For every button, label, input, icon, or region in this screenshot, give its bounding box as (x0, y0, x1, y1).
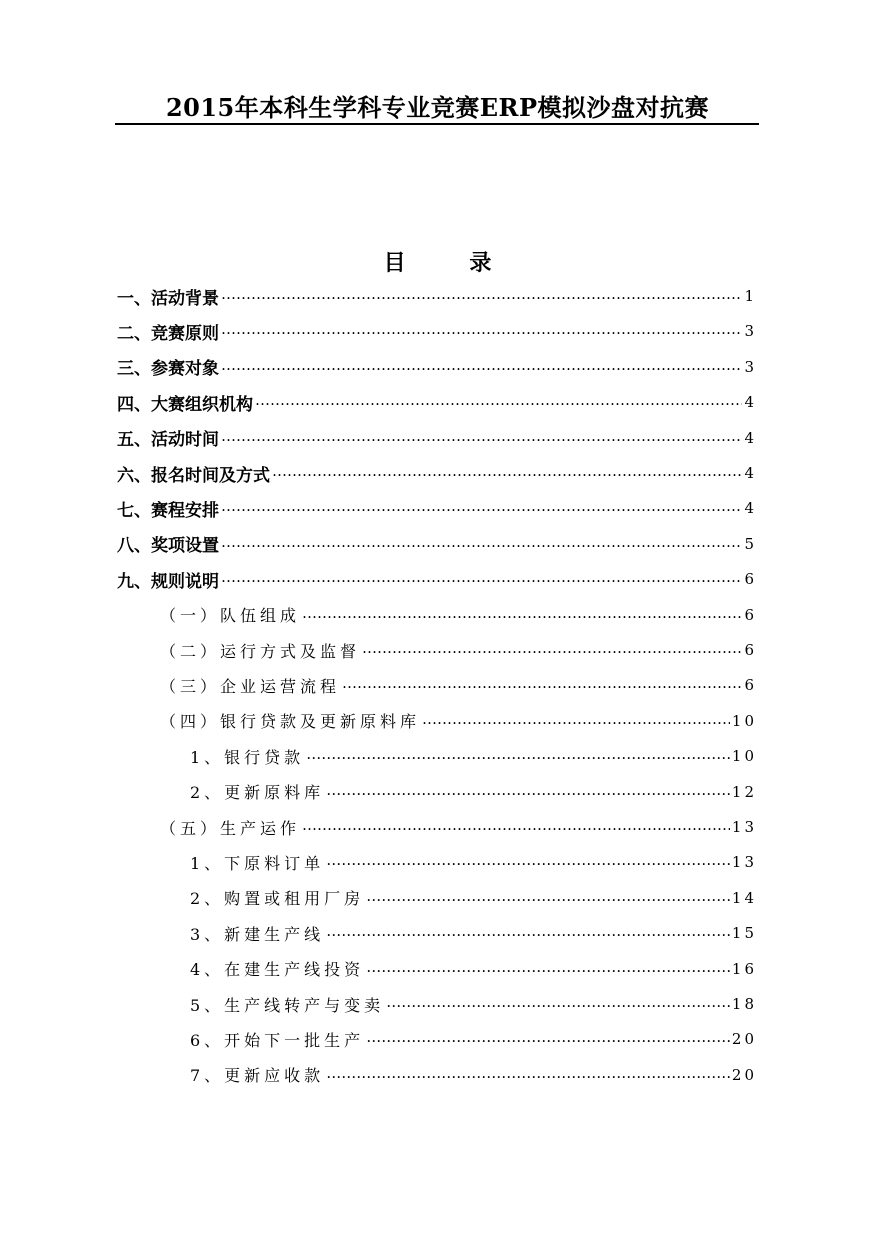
toc-entry-label: 六、报名时间及方式 (117, 465, 270, 486)
toc-entry-page-number: 1 (744, 287, 757, 305)
toc-entry-label: 二、竞赛原则 (117, 323, 219, 344)
toc-entry-page-number: 4 (744, 464, 757, 482)
toc-entry-page-number: 20 (731, 1065, 757, 1084)
toc-entry[interactable] (117, 420, 757, 456)
toc-entry[interactable] (117, 349, 757, 385)
toc-entry-page-number: 16 (731, 959, 757, 978)
toc-entry[interactable] (117, 455, 757, 491)
toc-entry[interactable] (190, 774, 757, 810)
toc-dot-leader (272, 463, 742, 483)
toc-dot-leader (221, 569, 742, 589)
toc-entry[interactable] (160, 597, 757, 633)
toc-entry-page-number: 10 (731, 747, 757, 766)
toc-entry-label: （四）银行贷款及更新原料库 (160, 712, 421, 732)
toc-dot-leader (362, 640, 742, 660)
toc-entry-label: 四、大赛组织机构 (117, 394, 253, 415)
toc-dot-leader (422, 711, 730, 731)
toc-dot-leader (221, 321, 742, 341)
toc-entry-label: 2、购置或租用厂房 (190, 889, 365, 909)
toc-dot-leader (342, 675, 742, 695)
toc-entry-page-number: 4 (744, 499, 757, 518)
toc-entry[interactable] (160, 667, 757, 703)
toc-heading: 目 录 (383, 250, 520, 276)
toc-entry-page-number: 15 (731, 924, 757, 943)
toc-dot-leader (326, 852, 730, 872)
toc-entry[interactable] (117, 278, 757, 314)
toc-entry-page-number: 20 (731, 1030, 757, 1049)
toc-entry[interactable] (190, 951, 757, 987)
toc-entry-label: （二）运行方式及监督 (160, 641, 361, 661)
toc-entry-label: 八、奖项设置 (117, 536, 219, 557)
toc-entry-label: （一）队伍组成 (160, 606, 301, 626)
toc-dot-leader (221, 357, 742, 377)
toc-entry-page-number: 6 (744, 605, 757, 624)
toc-entry-label: 一、活动背景 (117, 288, 219, 309)
toc-entry[interactable] (190, 986, 757, 1022)
toc-entry-label: 2、更新原料库 (190, 783, 325, 803)
toc-entry-page-number: 6 (744, 641, 757, 659)
toc-entry-label: 6、开始下一批生产 (190, 1030, 365, 1050)
toc-entry-page-number: 13 (731, 853, 757, 872)
toc-entry-page-number: 6 (744, 570, 757, 589)
toc-entry[interactable] (117, 490, 757, 526)
toc-entry-page-number: 4 (744, 428, 757, 447)
toc-entry-label: 4、在建生产线投资 (190, 960, 365, 980)
toc-entry[interactable] (117, 526, 757, 562)
toc-entry[interactable] (117, 313, 757, 349)
toc-dot-leader (366, 888, 730, 908)
toc-entry-label: 九、规则说明 (117, 571, 219, 592)
toc-dot-leader (302, 605, 742, 625)
toc-entry[interactable] (160, 809, 757, 845)
toc-dot-leader (306, 746, 730, 766)
toc-entry[interactable] (117, 384, 757, 420)
toc-entry-page-number: 14 (731, 888, 757, 907)
toc-entry-label: 五、活动时间 (117, 430, 219, 451)
toc-dot-leader (255, 392, 742, 412)
toc-entry-label: 七、赛程安排 (117, 500, 219, 521)
toc-dot-leader (326, 923, 730, 943)
document-header-title: 2015年本科生学科专业竞赛ERP模拟沙盘对抗赛 (165, 93, 710, 122)
toc-entry-label: 1、银行贷款 (190, 747, 305, 767)
toc-entry-page-number: 6 (744, 676, 757, 695)
header-divider (115, 123, 759, 125)
toc-dot-leader (326, 782, 730, 802)
toc-entry-page-number: 10 (731, 711, 757, 730)
toc-dot-leader (366, 959, 730, 979)
toc-entry[interactable] (190, 844, 757, 880)
toc-entry[interactable] (190, 880, 757, 916)
toc-entry-page-number: 3 (744, 322, 757, 341)
toc-entry-page-number: 3 (744, 357, 757, 376)
toc-entry-page-number: 18 (731, 995, 757, 1013)
toc-entry[interactable] (190, 915, 757, 951)
toc-dot-leader (221, 534, 742, 554)
toc-dot-leader (302, 817, 730, 837)
toc-entry-page-number: 5 (744, 534, 757, 553)
toc-entry-label: （五）生产运作 (160, 818, 301, 838)
toc-dot-leader (221, 286, 742, 306)
toc-entry-label: 1、下原料订单 (190, 853, 325, 873)
toc-entry[interactable] (160, 632, 757, 668)
toc-dot-leader (221, 498, 742, 518)
toc-dot-leader (386, 994, 730, 1014)
toc-entry-label: 3、新建生产线 (190, 924, 325, 944)
toc-entry-page-number: 12 (731, 782, 757, 801)
toc-dot-leader (326, 1065, 730, 1085)
toc-dot-leader (366, 1029, 730, 1049)
toc-entry-label: 三、参赛对象 (117, 359, 219, 380)
toc-dot-leader (221, 428, 742, 448)
toc-entry[interactable] (190, 738, 757, 774)
toc-entry[interactable] (160, 703, 757, 739)
toc-entry[interactable] (190, 1057, 757, 1093)
toc-entry-label: （三）企业运营流程 (160, 676, 341, 696)
toc-entry-page-number: 13 (731, 818, 757, 836)
toc-entry-label: 7、更新应收款 (190, 1066, 325, 1086)
toc-entry-page-number: 4 (744, 393, 757, 412)
toc-entry-label: 5、生产线转产与变卖 (190, 995, 385, 1015)
toc-entry[interactable] (190, 1021, 757, 1057)
toc-entry[interactable] (117, 561, 757, 597)
